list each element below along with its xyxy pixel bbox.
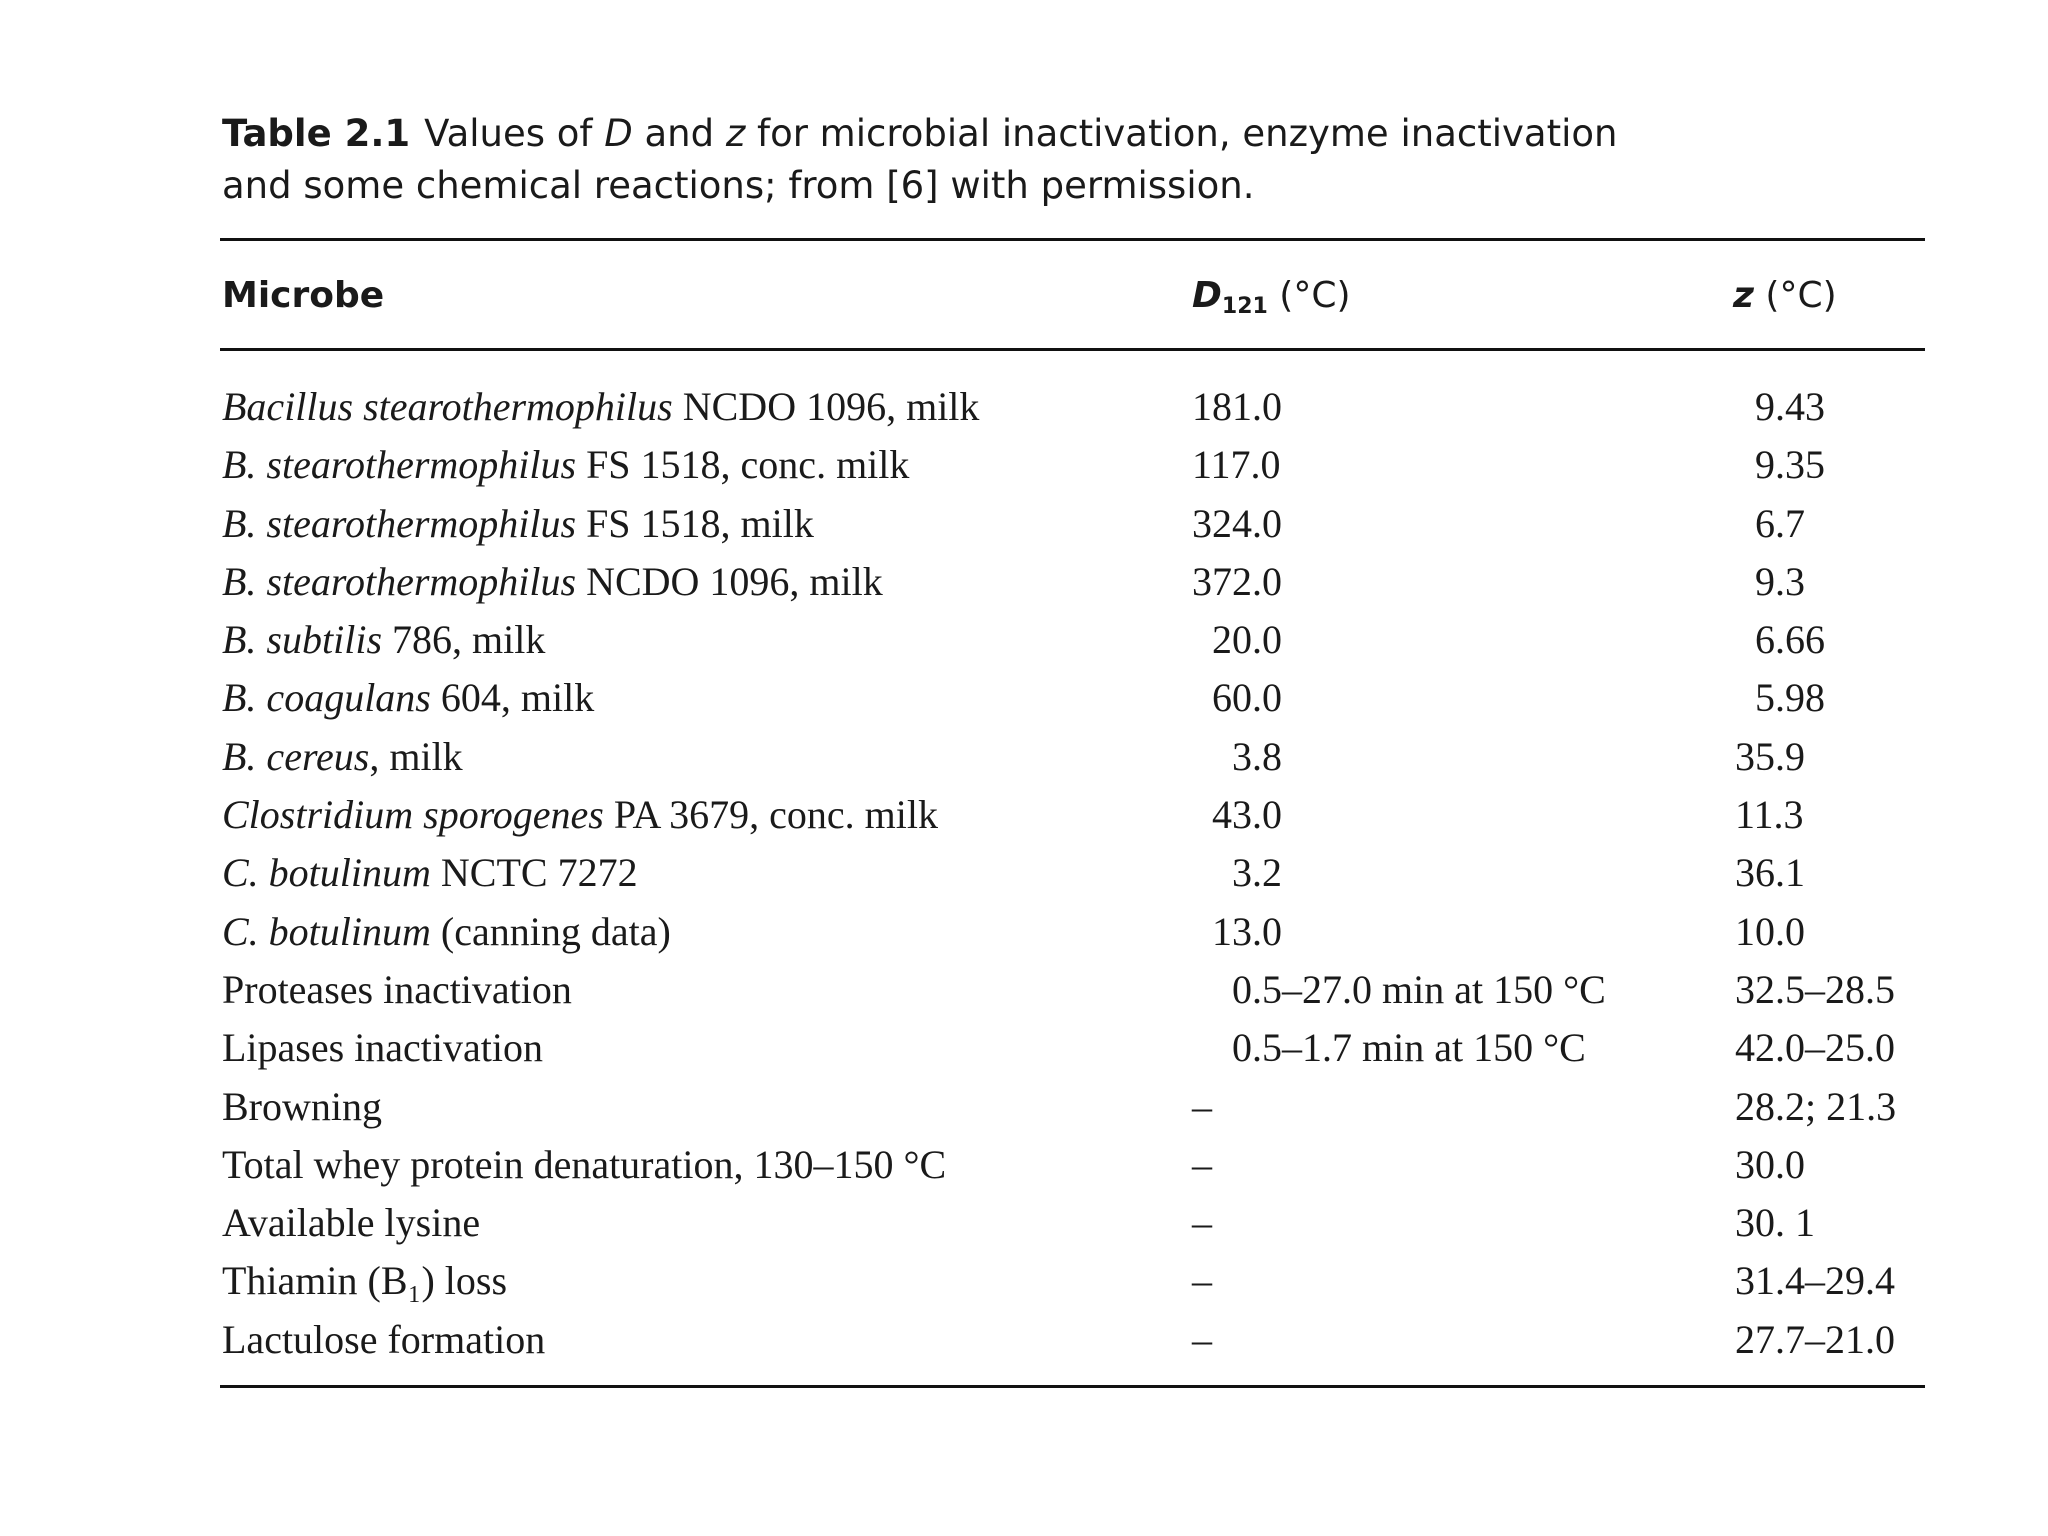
table-row — [0, 1019, 2048, 1077]
row-name — [222, 1136, 946, 1194]
row-name-italic: C. botulinum — [222, 908, 431, 954]
table-row — [0, 378, 2048, 436]
caption-label: Table 2.1 — [222, 112, 411, 155]
table-row — [0, 728, 2048, 786]
row-name — [222, 378, 979, 436]
table-top-rule — [220, 238, 1925, 241]
table-caption — [222, 108, 1722, 212]
row-z-value: 28.2; 21.3 — [1735, 1083, 1897, 1129]
row-d-value: 43.0 — [1212, 792, 1282, 838]
row-d-value: – — [1192, 1258, 1212, 1304]
table-row — [0, 786, 2048, 844]
row-z-value: 36.1 — [1735, 850, 1805, 896]
row-name — [222, 961, 572, 1019]
row-name — [222, 436, 909, 494]
row-name-rest: Total whey protein denaturation, 130–150 °C — [222, 1141, 947, 1187]
header-d-subscript: 121 — [1221, 294, 1268, 319]
row-name-italic: Bacillus stearothermophilus — [222, 384, 673, 429]
table-body — [0, 378, 2048, 1369]
row-z-value: 32.5–28.5 — [1735, 966, 1895, 1012]
row-d-value: 117.0 — [1192, 442, 1281, 488]
row-name — [222, 495, 814, 553]
row-name-rest: Thiamin (B₁) loss — [222, 1258, 508, 1304]
header-z-symbol: z — [1733, 275, 1754, 316]
row-name-italic: B. coagulans — [222, 675, 431, 721]
table-row — [0, 436, 2048, 494]
table-row — [0, 611, 2048, 669]
row-z-value: 31.4–29.4 — [1735, 1258, 1895, 1304]
row-name-italic: B. stearothermophilus — [222, 442, 577, 488]
row-d-value: 181.0 — [1192, 384, 1282, 429]
row-d-value: 324.0 — [1192, 500, 1282, 546]
table-row — [0, 1078, 2048, 1136]
row-name-italic: B. subtilis — [222, 617, 383, 663]
row-name-rest: 604, milk — [430, 675, 595, 721]
row-z-value: 6.7 — [1755, 500, 1805, 546]
row-z-value: 35.9 — [1735, 733, 1805, 779]
row-name — [222, 669, 594, 727]
table-row — [0, 553, 2048, 611]
header-z-unit: (°C) — [1753, 275, 1837, 316]
row-z-value: 9.3 — [1755, 558, 1805, 604]
row-d-value: 20.0 — [1212, 617, 1282, 663]
caption-var-d: D — [604, 112, 633, 155]
row-name — [222, 844, 638, 902]
row-d-value: 372.0 — [1192, 558, 1282, 604]
header-microbe: Microbe — [222, 275, 385, 316]
row-name-italic: C. botulinum — [222, 850, 431, 896]
table-row — [0, 1194, 2048, 1252]
row-name-italic: B. cereus — [222, 733, 370, 779]
row-name-rest: 786, milk — [382, 617, 546, 663]
row-name-rest: Proteases inactivation — [222, 966, 572, 1012]
row-d-value: – — [1192, 1083, 1212, 1129]
header-d121 — [1192, 272, 1351, 331]
caption-line-2: and some chemical reactions; from [6] with permission. — [222, 164, 1255, 207]
row-name-italic: B. stearothermophilus — [222, 558, 577, 604]
header-d-unit: (°C) — [1267, 275, 1351, 316]
row-name-rest: , milk — [369, 733, 463, 779]
row-z-value: 9.35 — [1755, 442, 1825, 488]
row-name-rest: NCDO 1096, milk — [576, 558, 883, 604]
table-row — [0, 961, 2048, 1019]
header-d-symbol: D — [1192, 275, 1222, 316]
row-d-value: 0.5–1.7 min at 150 °C — [1232, 1025, 1586, 1071]
row-z-value: 30.0 — [1735, 1141, 1805, 1187]
row-name-rest: Lactulose formation — [222, 1316, 546, 1362]
row-z-value: 27.7–21.0 — [1735, 1316, 1895, 1362]
row-name — [222, 1252, 507, 1310]
caption-var-z: z — [725, 112, 746, 155]
row-name — [222, 1311, 545, 1369]
row-z-value: 10.0 — [1735, 908, 1805, 954]
row-name-italic: Clostridium sporogenes — [222, 792, 604, 838]
row-name — [222, 553, 883, 611]
row-d-value: – — [1192, 1141, 1212, 1187]
row-d-value: 60.0 — [1212, 675, 1282, 721]
row-d-value: 3.8 — [1232, 733, 1282, 779]
row-z-value: 11.3 — [1735, 792, 1804, 838]
table-row — [0, 1136, 2048, 1194]
table-header-rule — [220, 348, 1925, 351]
table-bottom-rule — [220, 1385, 1925, 1388]
row-name-rest: PA 3679, conc. milk — [603, 792, 938, 838]
table-row — [0, 903, 2048, 961]
table-row — [0, 1252, 2048, 1310]
row-name — [222, 1194, 480, 1252]
row-name-rest: Browning — [222, 1083, 382, 1129]
row-name — [222, 903, 671, 961]
row-name-rest: Lipases inactivation — [222, 1025, 544, 1071]
row-z-value: 6.66 — [1755, 617, 1825, 663]
row-name-italic: B. stearothermophilus — [222, 500, 577, 546]
row-d-value: 3.2 — [1232, 850, 1282, 896]
caption-text-3: for microbial inactivation, enzyme inactivation — [745, 112, 1618, 155]
row-name-rest: Available lysine — [222, 1200, 481, 1246]
row-name-rest: NCTC 7272 — [430, 850, 638, 896]
row-z-value: 42.0–25.0 — [1735, 1025, 1895, 1071]
row-name — [222, 1019, 543, 1077]
header-z — [1733, 272, 1837, 320]
row-d-value: – — [1192, 1200, 1212, 1246]
row-name — [222, 611, 545, 669]
row-z-value: 9.43 — [1755, 384, 1825, 429]
caption-text-2: and — [632, 112, 726, 155]
row-d-value: 13.0 — [1212, 908, 1282, 954]
table-row — [0, 669, 2048, 727]
row-name-rest: FS 1518, milk — [576, 500, 814, 546]
row-name — [222, 728, 463, 786]
caption-line-1 — [222, 108, 1722, 160]
row-name — [222, 786, 938, 844]
table-row — [0, 495, 2048, 553]
table-row — [0, 1311, 2048, 1369]
row-name-rest: FS 1518, conc. milk — [576, 442, 910, 488]
row-z-value: 30. 1 — [1735, 1200, 1815, 1246]
row-name — [222, 1078, 382, 1136]
table-row — [0, 844, 2048, 902]
row-z-value: 5.98 — [1755, 675, 1825, 721]
row-name-rest: NCDO 1096, milk — [672, 384, 980, 429]
row-name-rest: (canning data) — [430, 908, 671, 954]
caption-text-1: Values of — [424, 112, 605, 155]
row-d-value: – — [1192, 1316, 1212, 1362]
row-d-value: 0.5–27.0 min at 150 °C — [1232, 966, 1606, 1012]
